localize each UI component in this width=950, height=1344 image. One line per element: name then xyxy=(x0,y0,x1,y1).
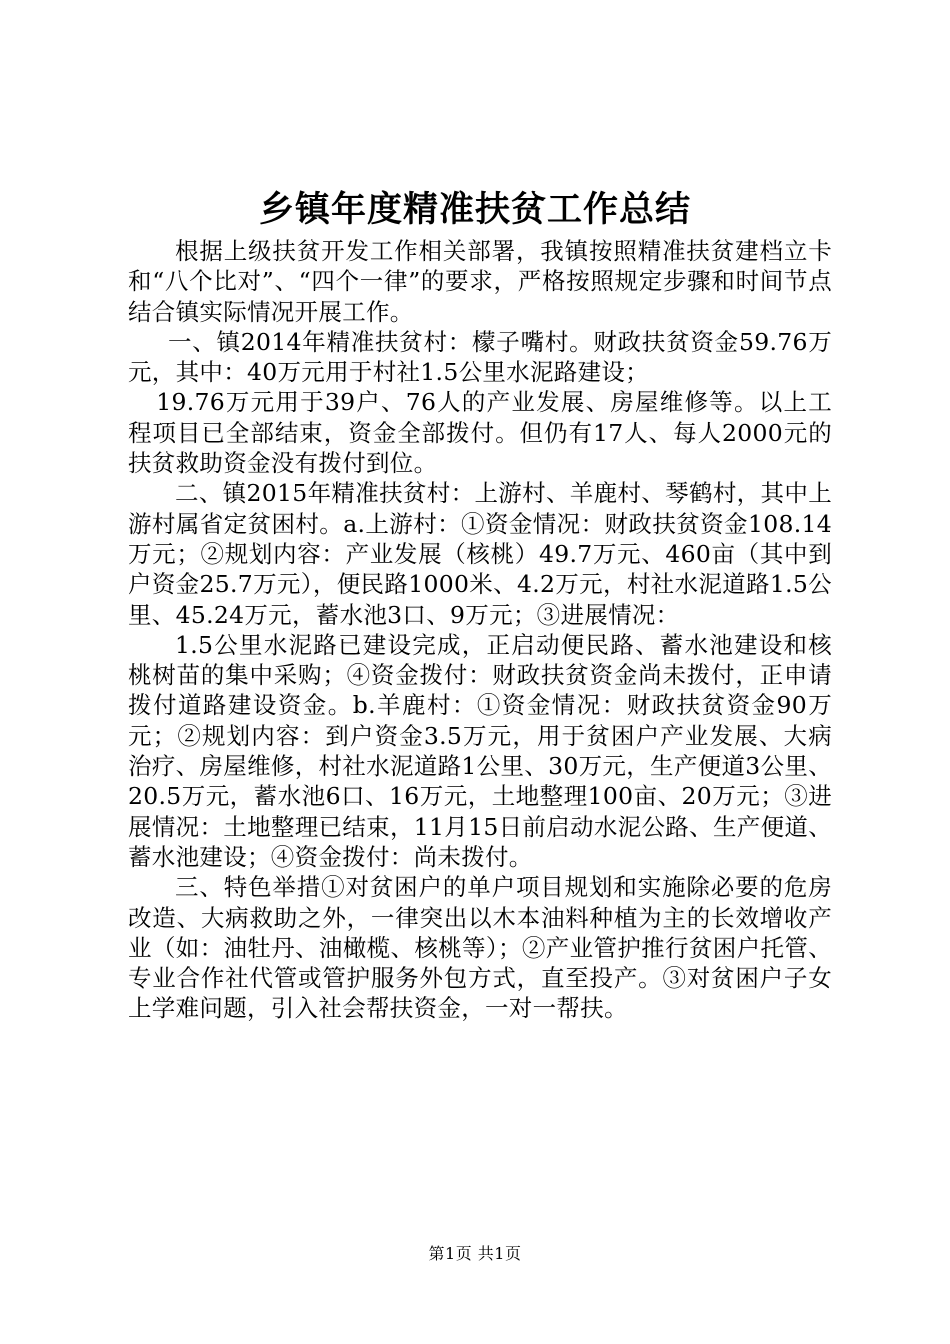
paragraph-section-two-continued: 1.5公里水泥路已建设完成，正启动便民路、蓄水池建设和核桃树苗的集中采购；④资金拨付：财政扶贫资金尚未拨付，正申请拨付道路建设资金。b.羊鹿村：①资金情况：财政扶贫资金90万元；②规划内容：到户资金3.5万元，用于贫困户产业发展、大病治疗、房屋维修，村社水泥道路1公里、30万元，生产便道3公里、20.5万元，蓄水池6口、16万元，土地整理100亩、20万元；③进展情况：土地整理已结束，11月15日前启动水泥公路、生产便道、蓄水池建设；④资金拨付：尚未拨付。 xyxy=(128,630,832,871)
page-footer: 第1页 共1页 xyxy=(428,1244,522,1263)
document-body xyxy=(128,236,832,1024)
paragraph-section-two: 二、镇2015年精准扶贫村：上游村、羊鹿村、琴鹤村，其中上游村属省定贫困村。a.上游村：①资金情况：财政扶贫资金108.14万元；②规划内容：产业发展（核桃）49.7万元、460亩（其中到户资金25.7万元），便民路1000米、4.2万元，村社水泥道路1.5公里、45.24万元，蓄水池3口、9万元；③进展情况： xyxy=(128,479,832,629)
document-title: 乡镇年度精准扶贫工作总结 xyxy=(258,189,691,230)
paragraph-section-one-continued: 19.76万元用于39户、76人的产业发展、房屋维修等。以上工程项目已全部结束，资金全部拨付。但仍有17人、每人2000元的扶贫救助资金没有拨付到位。 xyxy=(128,388,832,478)
paragraph-section-three: 三、特色举措①对贫困户的单户项目规划和实施除必要的危房改造、大病救助之外，一律突出以木本油料种植为主的长效增收产业（如：油牡丹、油橄榄、核桃等）；②产业管护推行贫困户托管、专业合作社代管或管护服务外包方式，直至投产。③对贫困户子女上学难问题，引入社会帮扶资金，一对一帮扶。 xyxy=(128,873,832,1023)
paragraph-section-one: 一、镇2014年精准扶贫村：檬子嘴村。财政扶贫资金59.76万元，其中：40万元用于村社1.5公里水泥路建设； xyxy=(128,327,832,387)
paragraph-intro: 根据上级扶贫开发工作相关部署，我镇按照精准扶贫建档立卡和“八个比对”、“四个一律”的要求，严格按照规定步骤和时间节点结合镇实际情况开展工作。 xyxy=(128,237,832,326)
